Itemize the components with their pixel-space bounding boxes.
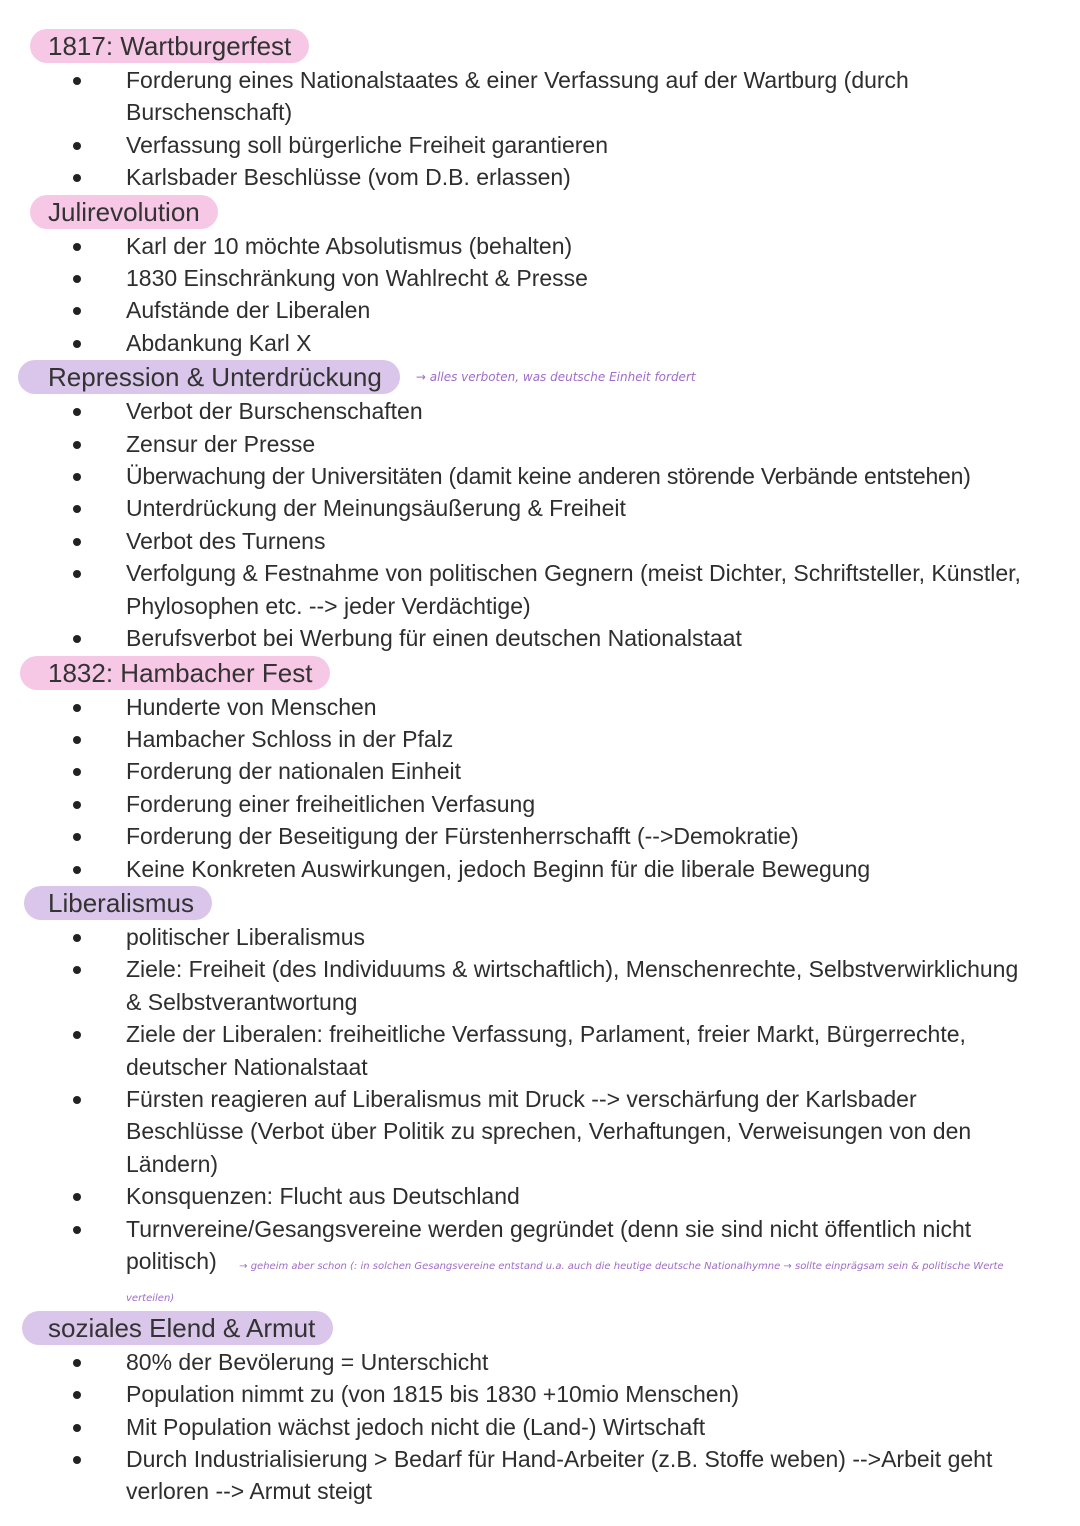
list-item: Unterdrückung der Meinungsäußerung & Freiheit (0, 492, 1080, 524)
list-item: Abdankung Karl X (0, 327, 1080, 359)
heading-row (18, 359, 1080, 395)
list-item: Keine Konkreten Auswirkungen, jedoch Beginn für die liberale Bewegung (0, 853, 1080, 885)
heading-row (30, 194, 1080, 230)
list-item: Konsquenzen: Flucht aus Deutschland (0, 1180, 1080, 1212)
handwritten-note: → geheim aber schon (: in solchen Gesangsvereine entstand u.a. auch die heutige deutsche Nationalhymne → sollte einprägsam sein & politische Werte verteilen) (126, 1261, 1004, 1305)
bullet-list (0, 921, 1080, 1310)
section-heading: soziales Elend & Armut (22, 1311, 333, 1345)
section-hambacher-fest (0, 655, 1080, 885)
list-item: 80% der Bevölerung = Unterschicht (0, 1346, 1080, 1378)
list-item: Ziele: Freiheit (des Individuums & wirtschaftlich), Menschenrechte, Selbstverwirklichung & Selbstverantwortung (0, 953, 1080, 1018)
list-item: Verbot der Burschenschaften (0, 395, 1080, 427)
list-item: Aufstände der Liberalen (0, 294, 1080, 326)
list-item: Ziele der Liberalen: freiheitliche Verfassung, Parlament, freier Markt, Bürgerrechte, deutscher Nationalstaat (0, 1018, 1080, 1083)
bullet-list (0, 395, 1080, 654)
list-item: Karlsbader Beschlüsse (vom D.B. erlassen) (0, 161, 1080, 193)
list-item: Forderung der nationalen Einheit (0, 755, 1080, 787)
list-item: Hunderte von Menschen (0, 691, 1080, 723)
section-soziales-elend (0, 1310, 1080, 1508)
list-item: Hambacher Schloss in der Pfalz (0, 723, 1080, 755)
list-item: Fürsten reagieren auf Liberalismus mit Druck --> verschärfung der Karlsbader Beschlüsse (Verbot über Politik zu sprechen, Verhaftungen, Verweisungen von den Ländern) (0, 1083, 1080, 1180)
section-heading: 1832: Hambacher Fest (20, 656, 330, 690)
list-item: Forderung eines Nationalstaates & einer Verfassung auf der Wartburg (durch Burschenschaft) (0, 64, 1080, 129)
section-wartburgerfest (0, 28, 1080, 194)
list-item: politischer Liberalismus (0, 921, 1080, 953)
heading-row (24, 885, 1080, 921)
bullet-list (0, 691, 1080, 885)
section-liberalismus (0, 885, 1080, 1310)
list-item: Verbot des Turnens (0, 525, 1080, 557)
section-heading: Julirevolution (30, 195, 218, 229)
list-item: Berufsverbot bei Werbung für einen deutschen Nationalstaat (0, 622, 1080, 654)
bullet-list (0, 1346, 1080, 1508)
list-item: Zensur der Presse (0, 428, 1080, 460)
list-item: Forderung einer freiheitlichen Verfasung (0, 788, 1080, 820)
list-item: Karl der 10 möchte Absolutismus (behalten) (0, 230, 1080, 262)
section-repression (0, 359, 1080, 654)
list-item: Mit Population wächst jedoch nicht die (Land-) Wirtschaft (0, 1411, 1080, 1443)
bullet-list (0, 64, 1080, 194)
section-heading: 1817: Wartburgerfest (30, 29, 309, 63)
list-item: 1830 Einschränkung von Wahlrecht & Presse (0, 262, 1080, 294)
list-item: Verfassung soll bürgerliche Freiheit garantieren (0, 129, 1080, 161)
handwritten-note: → alles verboten, was deutsche Einheit fordert (415, 370, 696, 385)
heading-row (20, 655, 1080, 691)
section-heading: Repression & Unterdrückung (18, 360, 400, 394)
section-julirevolution (0, 194, 1080, 360)
list-item: Durch Industrialisierung > Bedarf für Hand-Arbeiter (z.B. Stoffe weben) -->Arbeit geht verloren --> Armut steigt (0, 1443, 1080, 1508)
list-item: Population nimmt zu (von 1815 bis 1830 +10mio Menschen) (0, 1378, 1080, 1410)
list-item: Verfolgung & Festnahme von politischen Gegnern (meist Dichter, Schriftsteller, Künstler, Phylosophen etc. --> jeder Verdächtige) (0, 557, 1080, 622)
heading-row (22, 1310, 1080, 1346)
bullet-list (0, 230, 1080, 360)
section-heading: Liberalismus (24, 886, 212, 920)
list-item: Forderung der Beseitigung der Fürstenherrschafft (-->Demokratie) (0, 820, 1080, 852)
list-item-text: Turnvereine/Gesangsvereine werden gegründet (denn sie sind nicht öffentlich nicht politisch) (126, 1215, 972, 1274)
list-item (0, 1213, 1080, 1310)
list-item: Überwachung der Universitäten (damit keine anderen störende Verbände entstehen) (0, 460, 1080, 492)
heading-row (30, 28, 1080, 64)
